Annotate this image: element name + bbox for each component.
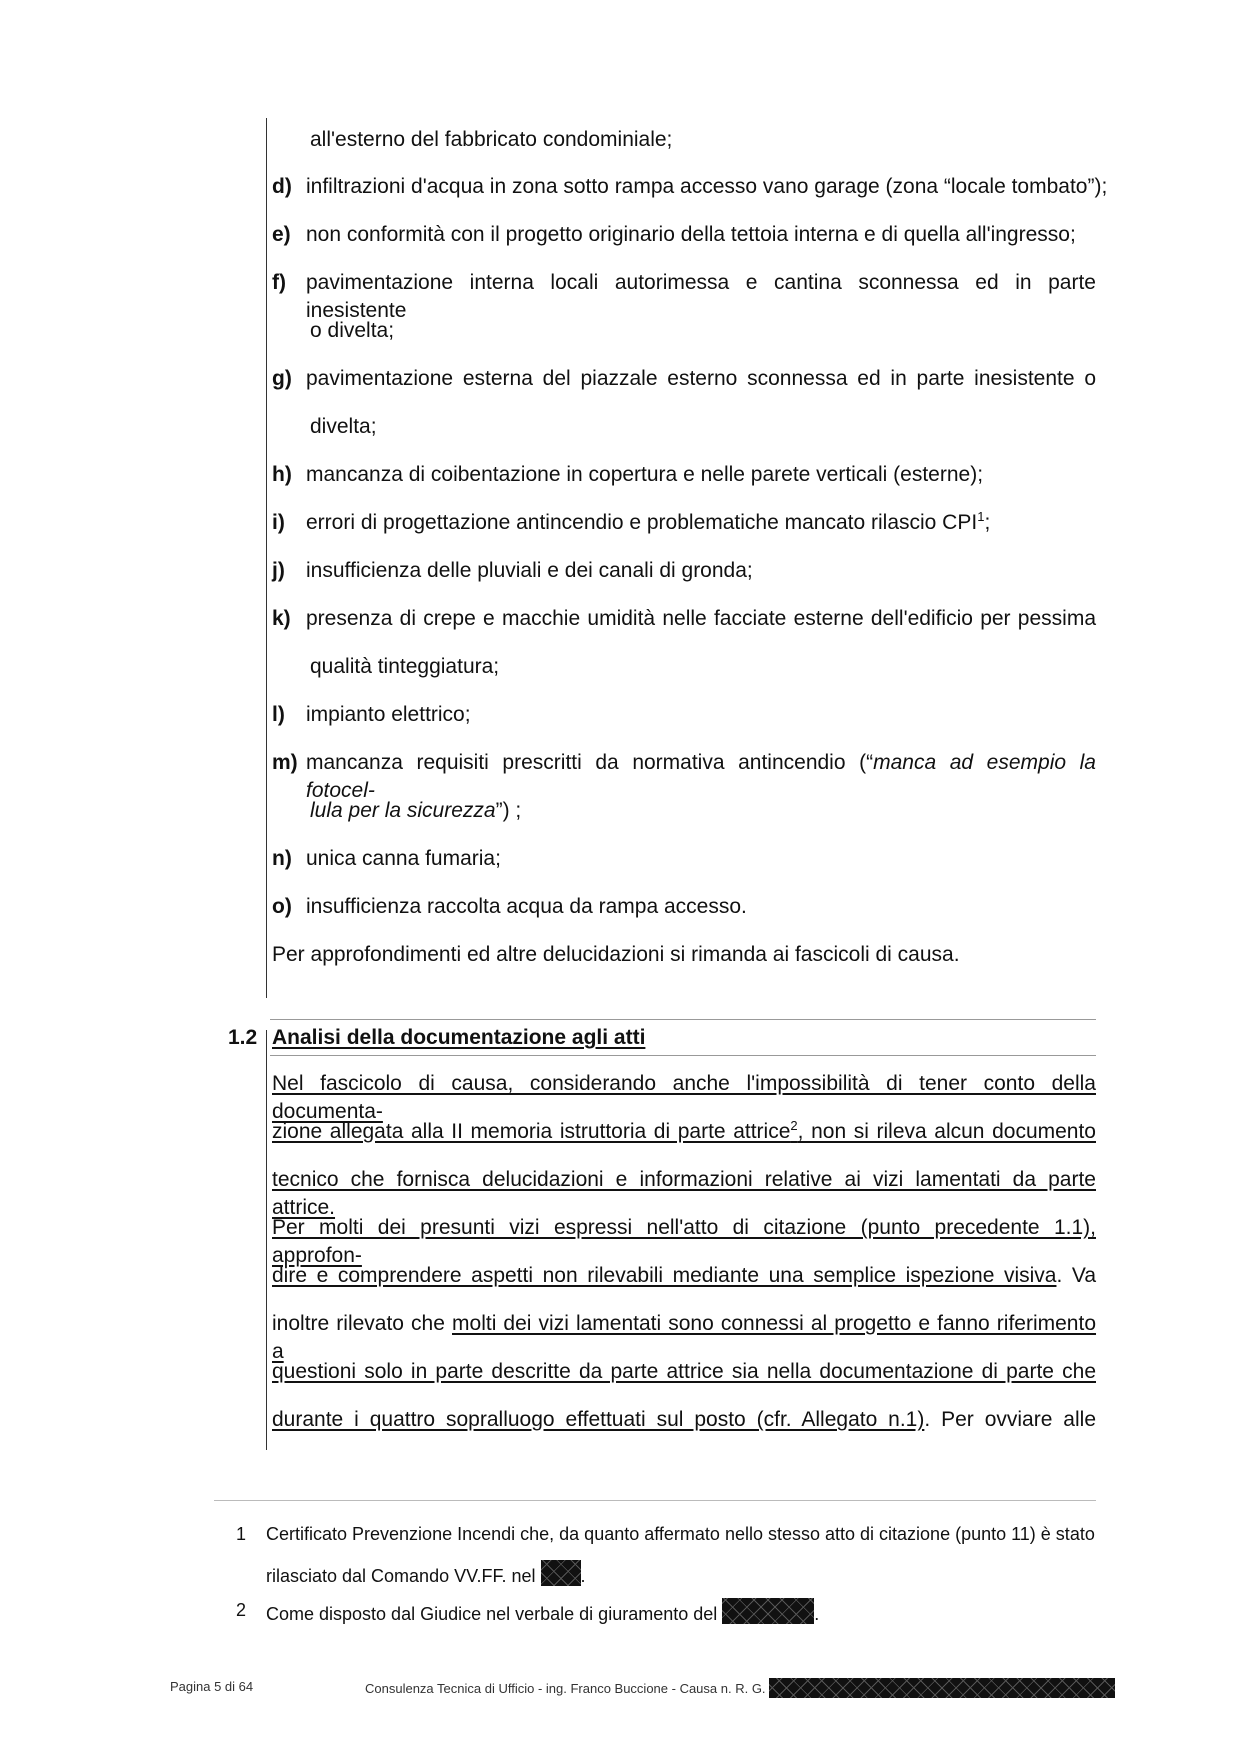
body-line: tecnico che fornisca delucidazioni e informazioni relative ai vizi lamentati da parte attrice. — [272, 1168, 1096, 1219]
redaction-block — [541, 1560, 581, 1586]
list-item-text: presenza di crepe e macchie umidità nelle facciate esterne dell'edificio per pessima — [306, 607, 1096, 630]
list-label: n) — [272, 847, 292, 870]
list-label: g) — [272, 367, 292, 390]
redaction-block — [769, 1678, 1115, 1698]
list-label: k) — [272, 607, 291, 630]
list-item-continuation: all'esterno del fabbricato condominiale; — [310, 128, 673, 151]
list-item-text: insufficienza delle pluviali e dei canali di gronda; — [306, 559, 753, 582]
list-item-text: infiltrazioni d'acqua in zona sotto rampa accesso vano garage (zona “locale tombato”); — [306, 175, 1108, 198]
section-rule-bottom — [270, 1055, 1096, 1056]
list-label: h) — [272, 463, 292, 486]
list-label: d) — [272, 175, 292, 198]
section-rule-top — [270, 1019, 1096, 1020]
list-label: i) — [272, 511, 285, 534]
body-line: Per molti dei presunti vizi espressi nell'atto di citazione (punto precedente 1.1), approfon- — [272, 1216, 1096, 1267]
footnote-text: Certificato Prevenzione Incendi che, da quanto affermato nello stesso atto di citazione (punto 11) è stato — [266, 1524, 1095, 1544]
body-line: questioni solo in parte descritte da parte attrice sia nella documentazione di parte che — [272, 1360, 1096, 1383]
list-item-text: unica canna fumaria; — [306, 847, 501, 870]
footnote-ref: 1 — [977, 509, 985, 524]
body-line: dire e comprendere aspetti non rilevabili mediante una semplice ispezione visiva. Va — [272, 1264, 1097, 1287]
list-item-text: non conformità con il progetto originario della tettoia interna e di quella all'ingresso; — [306, 223, 1076, 246]
list-item-text: qualità tinteggiatura; — [310, 655, 500, 678]
section-title: Analisi della documentazione agli atti — [272, 1026, 646, 1049]
closing-paragraph: Per approfondimenti ed altre delucidazioni si rimanda ai fascicoli di causa. — [272, 943, 960, 966]
list-item-text: mancanza requisiti prescritti da normativa antincendio (“manca ad esempio la fotocel- — [306, 751, 1096, 802]
list-item-text: o divelta; — [310, 319, 395, 342]
body-line: zione allegata alla II memoria istruttoria di parte attrice$^2$, non si rileva alcun documento — [272, 1118, 1096, 1143]
page-number: Pagina 5 di 64 — [170, 1679, 254, 1694]
footnote-number: 2 — [236, 1600, 247, 1620]
list-item-text: divelta; — [310, 415, 377, 438]
list-label: f) — [272, 271, 286, 294]
list-label: j) — [272, 559, 285, 582]
footnote-text: rilasciato dal Comando VV.FF. nel . — [266, 1560, 586, 1588]
body-line: Nel fascicolo di causa, considerando anche l'impossibilità di tener conto della documenta- — [272, 1072, 1096, 1123]
footer-text: Consulenza Tecnica di Ufficio - ing. Franco Buccione - Causa n. R. G. — [365, 1678, 1115, 1698]
list-label: e) — [272, 223, 291, 246]
list-item-text: lula per la sicurezza”) ; — [310, 799, 522, 822]
footnote-number: 1 — [236, 1524, 247, 1544]
list-item-text: mancanza di coibentazione in copertura e nelle parete verticali (esterne); — [306, 463, 984, 486]
body-line: inoltre rilevato che molti dei vizi lamentati sono connessi al progetto e fanno riferimento a — [272, 1312, 1097, 1363]
list-item-text: pavimentazione interna locali autorimessa e cantina sconnessa ed in parte inesistente — [306, 271, 1096, 322]
list-item-text: impianto elettrico; — [306, 703, 471, 726]
list-item-text: errori di progettazione antincendio e problematiche mancato rilascio CPI$^1$; — [306, 509, 991, 534]
footnote-text: Come disposto dal Giudice nel verbale di giuramento del . — [266, 1598, 819, 1626]
footnote-separator — [214, 1500, 1096, 1501]
section-number: 1.2 — [228, 1026, 258, 1049]
margin-rule — [266, 118, 267, 998]
list-item-text: insufficienza raccolta acqua da rampa accesso. — [306, 895, 747, 918]
footnote-ref: 2 — [790, 1118, 798, 1133]
margin-rule — [266, 1030, 267, 1450]
list-label: m) — [272, 751, 298, 774]
list-label: o) — [272, 895, 292, 918]
body-line: durante i quattro sopralluogo effettuati sul posto (cfr. Allegato n.1). Per ovviare alle — [272, 1408, 1096, 1431]
list-item-text: pavimentazione esterna del piazzale esterno sconnessa ed in parte inesistente o — [306, 367, 1096, 390]
list-label: l) — [272, 703, 285, 726]
redaction-block — [722, 1598, 814, 1624]
